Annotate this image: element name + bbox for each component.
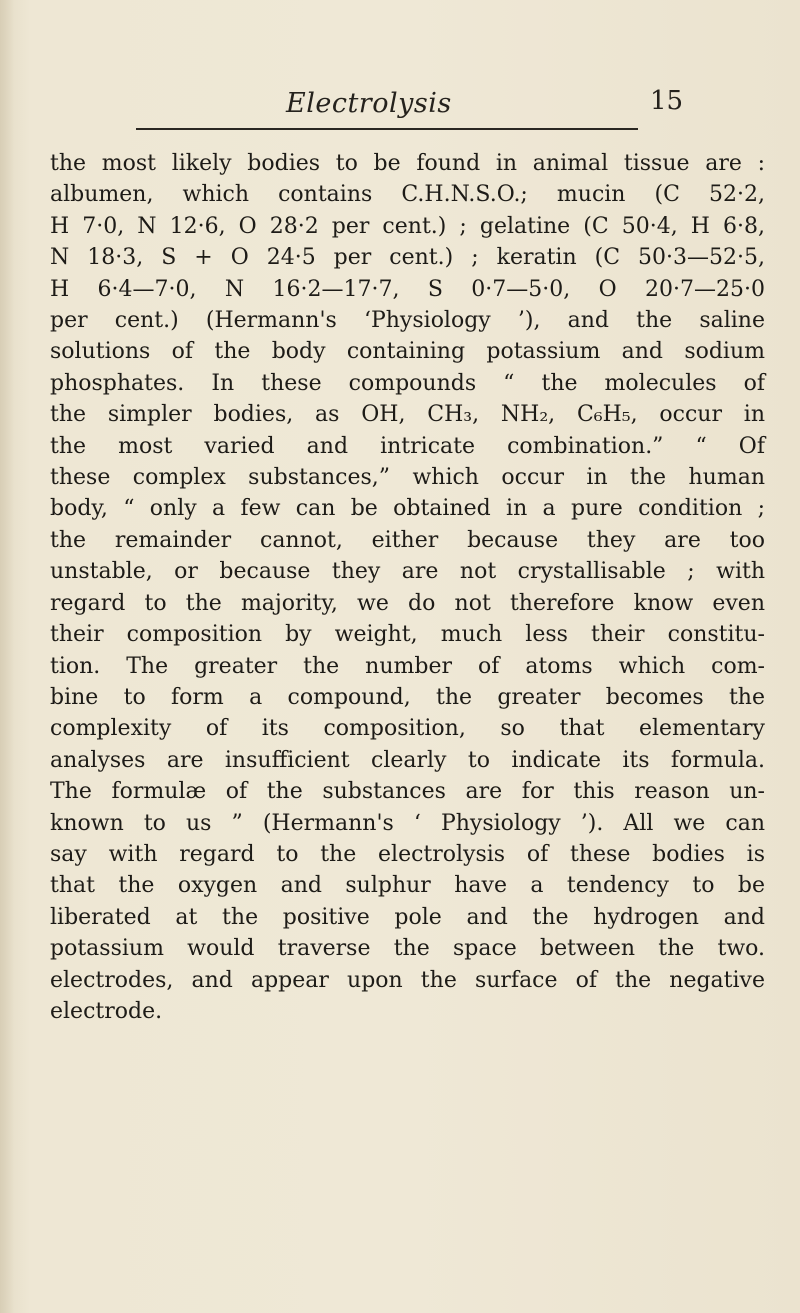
text-line: H 6·4—7·0, N 16·2—17·7, S 0·7—5·0, O 20·7—25·0 [50, 276, 765, 302]
text-line: complexity of its composition, so that elementary [50, 716, 765, 742]
text-line: per cent.) (Hermann's ‘Physiology ’), and the saline [50, 308, 765, 334]
text-line: bine to form a compound, the greater becomes the [50, 684, 765, 710]
page-number: 15 [650, 86, 684, 116]
binding-shadow [0, 0, 14, 1313]
text-line: the most likely bodies to be found in animal tissue are : [50, 151, 765, 176]
body-paragraph [50, 148, 765, 1027]
text-line: unstable, or because they are not crystallisable ; with [50, 559, 765, 585]
text-line: solutions of the body containing potassium and sodium [50, 339, 765, 365]
text-line: liberated at the positive pole and the hydrogen and [50, 904, 765, 930]
page-header [0, 88, 800, 128]
text-line: that the oxygen and sulphur have a tendency to be [50, 873, 765, 899]
text-line: say with regard to the electrolysis of these bodies is [50, 841, 765, 867]
text-line: albumen, which contains C.H.N.S.O.; mucin (C 52·2, [50, 182, 765, 208]
text-line: electrode. [50, 998, 163, 1024]
text-line: phosphates. In these compounds “ the molecules of [50, 370, 765, 396]
header-rule [136, 128, 638, 130]
text-line: the simpler bodies, as OH, CH₃, NH₂, C₆H₅, occur in [50, 402, 765, 428]
text-line: N 18·3, S + O 24·5 per cent.) ; keratin (C 50·3—52·5, [50, 245, 765, 271]
text-line: body, “ only a few can be obtained in a pure condition ; [50, 496, 765, 522]
text-line: the most varied and intricate combination.” “ Of [50, 433, 765, 459]
running-title: Electrolysis [286, 88, 452, 119]
text-line: regard to the majority, we do not therefore know even [50, 590, 765, 616]
text-line: known to us ” (Hermann's ‘ Physiology ’). All we can [50, 810, 765, 836]
text-line: their composition by weight, much less their constitu- [50, 622, 765, 648]
text-line: analyses are insufficient clearly to indicate its formula. [50, 747, 765, 773]
text-line: The formulæ of the substances are for this reason un- [50, 779, 765, 805]
text-line: H 7·0, N 12·6, O 28·2 per cent.) ; gelatine (C 50·4, H 6·8, [50, 213, 765, 239]
text-line: potassium would traverse the space between the two. [50, 936, 765, 962]
text-line: these complex substances,” which occur in the human [50, 465, 765, 491]
text-line: tion. The greater the number of atoms which com- [50, 653, 765, 679]
text-line: electrodes, and appear upon the surface of the negative [50, 967, 765, 993]
text-line: the remainder cannot, either because they are too [50, 527, 765, 553]
